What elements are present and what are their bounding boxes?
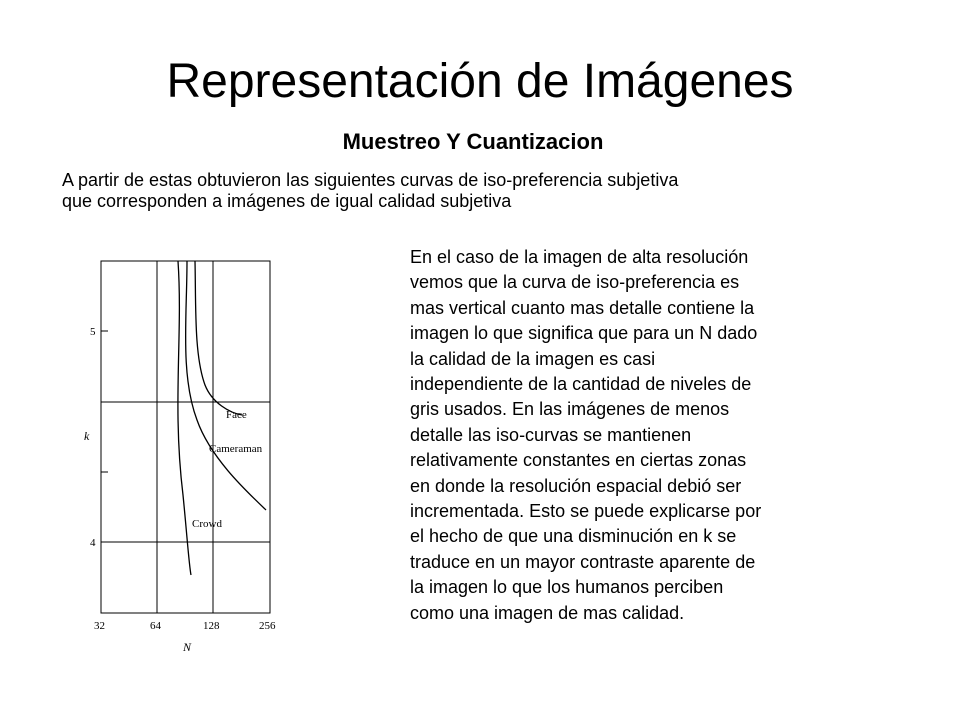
body-line: traduce en un mayor contraste aparente de <box>410 551 756 572</box>
curve-face <box>195 261 242 415</box>
explanation-paragraph <box>410 245 890 626</box>
body-line: relativamente constantes en ciertas zonas <box>410 450 747 471</box>
curve-crowd <box>178 261 191 575</box>
y-axis-label: k <box>84 429 90 443</box>
body-line: la imagen lo que los humanos perciben <box>410 577 724 598</box>
curve-label-face: Face <box>226 409 247 421</box>
body-line: imagen lo que significa que para un N dado <box>410 323 758 344</box>
intro-line: A partir de estas obtuvieron las siguientes curvas de iso-preferencia subjetiva <box>62 170 679 190</box>
body-line: mas vertical cuanto mas detalle contiene la <box>410 297 755 318</box>
body-line: como una imagen de mas calidad. <box>410 602 685 623</box>
x-tick-label: 128 <box>203 620 220 632</box>
curve-label-cameraman: Cameraman <box>209 443 263 455</box>
body-line: en donde la resolución espacial debió ser <box>410 475 742 496</box>
x-tick-label: 32 <box>94 620 105 632</box>
body-line: En el caso de la imagen de alta resolución <box>410 247 749 267</box>
body-line: vemos que la curva de iso-preferencia es <box>410 272 740 293</box>
body-line: el hecho de que una disminución en k se <box>410 526 737 547</box>
y-tick-label: 4 <box>90 537 96 549</box>
intro-line: que corresponden a imágenes de igual calidad subjetiva <box>62 191 512 211</box>
slide-subtitle: Muestreo Y Cuantizacion <box>342 129 604 154</box>
iso-preference-figure <box>80 245 290 665</box>
intro-paragraph <box>62 170 942 212</box>
body-line: independiente de la cantidad de niveles de <box>410 374 752 395</box>
x-axis-label: N <box>183 640 192 654</box>
body-line: la calidad de la imagen es casi <box>410 348 656 369</box>
x-tick-label: 256 <box>259 620 276 632</box>
slide-title: Representación de Imágenes <box>166 55 794 108</box>
iso-preference-plot <box>80 245 290 665</box>
body-line: gris usados. En las imágenes de menos <box>410 399 730 420</box>
x-tick-label: 64 <box>150 620 161 632</box>
curve-cameraman <box>186 261 266 510</box>
body-line: detalle las iso-curvas se mantienen <box>410 424 692 445</box>
curve-label-crowd: Crowd <box>192 518 222 530</box>
body-line: incrementada. Esto se puede explicarse por <box>410 501 762 522</box>
y-tick-label: 5 <box>90 326 96 338</box>
